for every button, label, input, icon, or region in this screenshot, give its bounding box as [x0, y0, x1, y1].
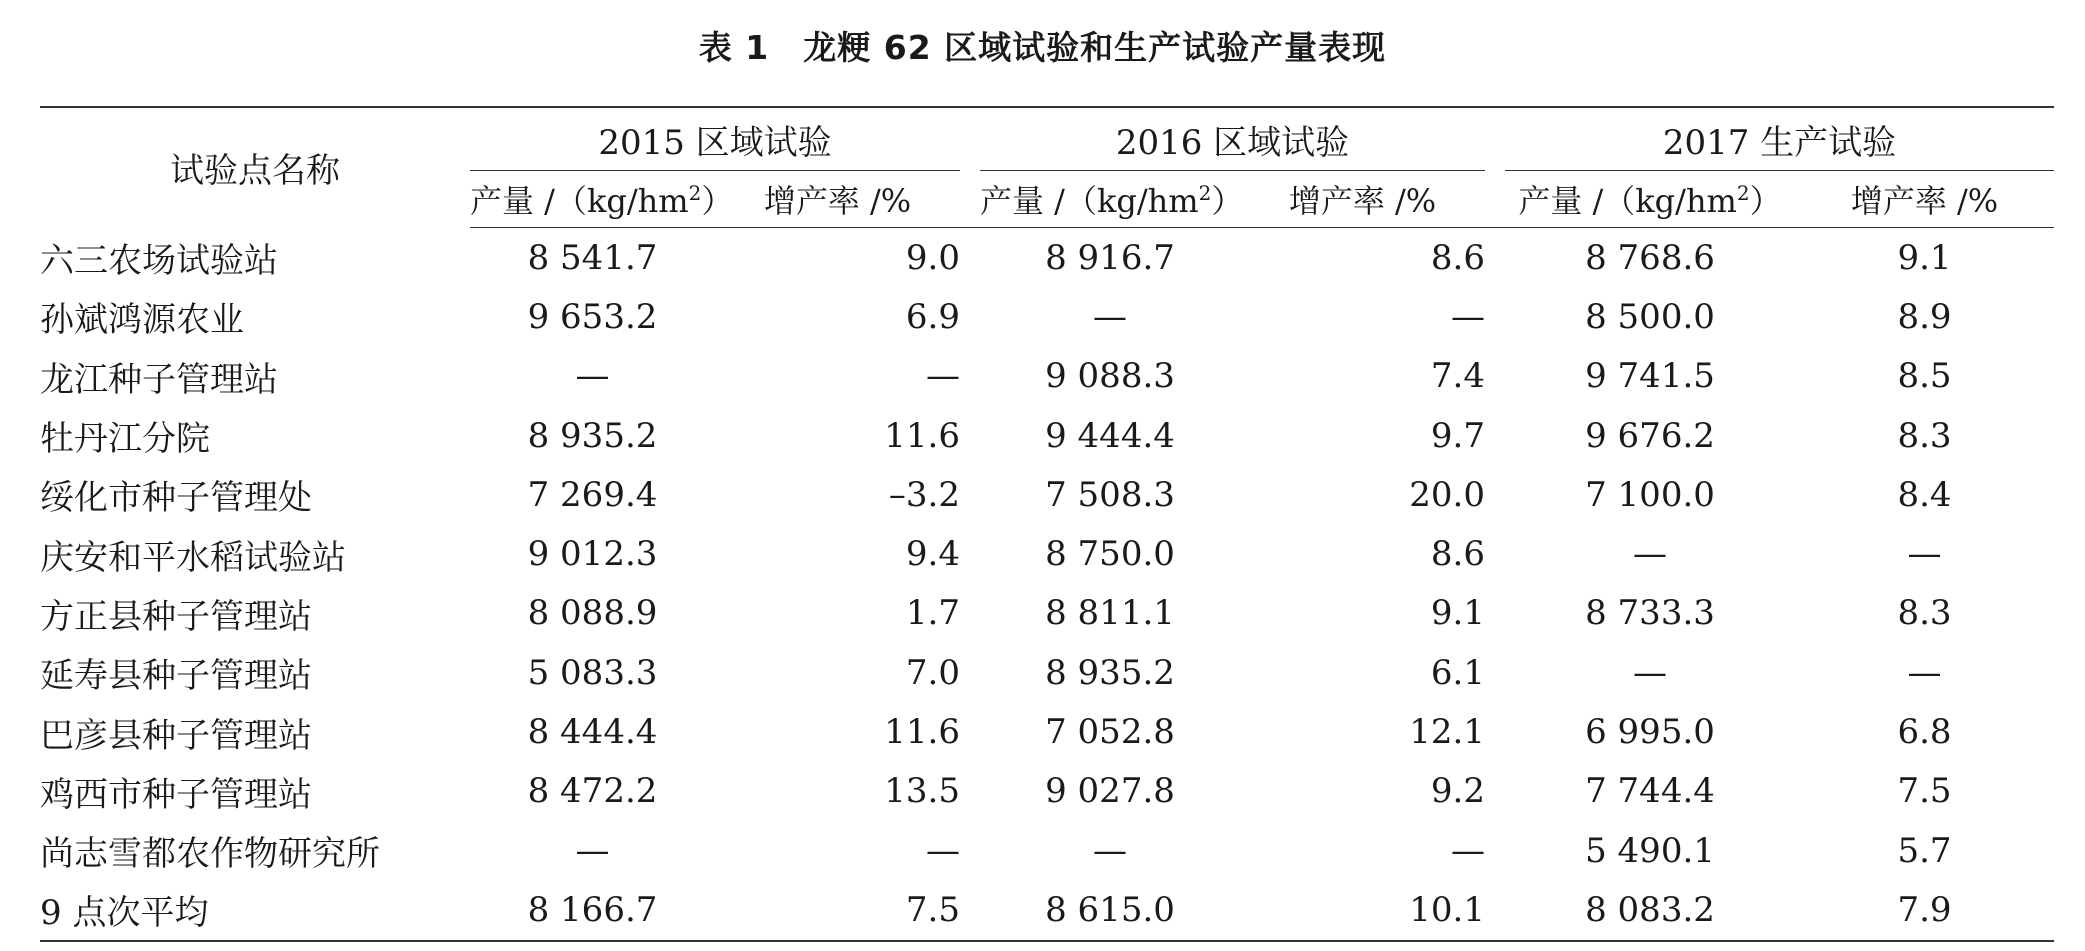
table-body [40, 228, 2054, 941]
table-row [40, 524, 2054, 583]
yield-2016-cell: 8 811.1 [1045, 593, 1175, 634]
site-name-cell: 孙斌鸿源农业 [40, 300, 244, 341]
yield-2017-cell: — [1633, 652, 1667, 693]
rate-header-2017: 增产率 /% [1795, 171, 2054, 228]
rate-2016-cell: 7.4 [1430, 356, 1485, 397]
table-row [40, 702, 2054, 761]
yield-2015-cell: 8 472.2 [527, 771, 658, 812]
rate-2016-cell: 6.1 [1430, 652, 1485, 693]
yield-2017-cell: 7 744.4 [1585, 771, 1715, 812]
site-name-cell: 庆安和平水稻试验站 [40, 537, 346, 578]
rate-2017-cell: 9.1 [1897, 237, 1952, 278]
rate-2016-cell: 9.1 [1430, 593, 1485, 634]
rate-2016-cell: — [1451, 830, 1485, 871]
yield-2016-cell: 7 508.3 [1045, 474, 1175, 515]
rate-2017-cell: 7.9 [1795, 880, 2054, 940]
rate-2017-cell: 8.3 [1897, 593, 1952, 634]
yield-2015-cell: 8 444.4 [527, 712, 658, 753]
group-gap [960, 347, 980, 406]
rate-2017-cell: 6.8 [1897, 712, 1952, 753]
site-column-header: 试验点名称 [40, 107, 470, 228]
yield-2016-cell: 8 750.0 [1045, 534, 1175, 575]
rate-2017-cell: — [1907, 652, 1942, 693]
table-row [40, 406, 2054, 465]
yield-table [40, 106, 2054, 942]
group-gap [960, 524, 980, 583]
table-row [40, 584, 2054, 643]
yield-2017-cell: 6 995.0 [1585, 712, 1715, 753]
table-row [40, 347, 2054, 406]
site-name-cell: 尚志雪都农作物研究所 [40, 834, 380, 875]
yield-2015-cell: 5 083.3 [527, 652, 658, 693]
group-gap [1485, 584, 1505, 643]
table-row [40, 762, 2054, 821]
site-name-cell: 绥化市种子管理处 [40, 478, 312, 519]
group-gap [960, 702, 980, 761]
yield-2016-cell: 8 615.0 [980, 880, 1240, 940]
group-gap [960, 584, 980, 643]
yield-2017-cell: 5 490.1 [1585, 830, 1715, 871]
yield-2016-cell: — [1093, 830, 1127, 871]
table-row [40, 228, 2054, 288]
rate-header-2015: 增产率 /% [715, 171, 960, 228]
rate-2015-cell: –3.2 [888, 474, 960, 515]
yield-2015-cell: 7 269.4 [527, 474, 658, 515]
rate-2017-cell: 8.3 [1897, 415, 1952, 456]
group-gap [1485, 171, 1505, 228]
rate-2016-cell: 9.2 [1430, 771, 1485, 812]
rate-header-2016: 增产率 /% [1240, 171, 1485, 228]
group-gap [960, 171, 980, 228]
rate-2015-cell: 1.7 [905, 593, 960, 634]
yield-2015-cell: — [575, 830, 610, 871]
group-gap [960, 821, 980, 880]
site-name-cell: 9 点次平均 [40, 880, 470, 940]
group-gap [1485, 702, 1505, 761]
group-header-2015: 2015 区域试验 [470, 107, 960, 171]
rate-2017-cell: 8.5 [1897, 356, 1952, 397]
rate-2017-cell: 7.5 [1897, 771, 1952, 812]
rate-2016-cell: 9.7 [1430, 415, 1485, 456]
rate-2015-cell: — [926, 356, 960, 397]
site-name-cell: 六三农场试验站 [40, 240, 278, 281]
rate-2016-cell: 8.6 [1430, 534, 1485, 575]
rate-2016-cell: 8.6 [1430, 237, 1485, 278]
rate-2016-cell: 20.0 [1409, 474, 1485, 515]
yield-2015-cell: 8 166.7 [470, 880, 715, 940]
site-name-cell: 巴彦县种子管理站 [40, 715, 312, 756]
group-gap [1485, 107, 1505, 171]
yield-2017-cell: 9 676.2 [1585, 415, 1715, 456]
group-gap [960, 287, 980, 346]
group-gap [1485, 643, 1505, 702]
group-gap [1485, 762, 1505, 821]
site-name-cell: 延寿县种子管理站 [40, 656, 312, 697]
yield-2016-cell: — [1093, 296, 1127, 337]
table-caption: 表 1 龙粳 62 区域试验和生产试验产量表现 [698, 28, 1387, 67]
group-gap [960, 107, 980, 171]
rate-2015-cell: 7.5 [715, 880, 960, 940]
yield-header-2015: 产量 $/(kg/hm^2)$ [470, 171, 715, 228]
yield-header-2017: 产量 $/(kg/hm^2)$ [1505, 171, 1795, 228]
group-gap [1485, 287, 1505, 346]
group-gap [960, 465, 980, 524]
yield-2016-cell: 8 916.7 [1045, 237, 1175, 278]
yield-2015-cell: 8 935.2 [527, 415, 658, 456]
yield-2015-cell: 8 541.7 [527, 237, 658, 278]
table-row [40, 287, 2054, 346]
group-gap [960, 228, 980, 288]
yield-2016-cell: 8 935.2 [1045, 652, 1175, 693]
rate-2015-cell: 9.0 [905, 237, 960, 278]
rate-2015-cell: 9.4 [905, 534, 960, 575]
yield-2017-cell: 8 768.6 [1585, 237, 1715, 278]
yield-2015-cell: 9 012.3 [527, 534, 658, 575]
rate-2017-cell: 8.9 [1897, 296, 1952, 337]
rate-2017-cell: 8.4 [1897, 474, 1952, 515]
group-gap [1485, 347, 1505, 406]
rate-2016-cell: 10.1 [1240, 880, 1485, 940]
rate-2015-cell: 6.9 [905, 296, 960, 337]
yield-2017-cell: 9 741.5 [1585, 356, 1715, 397]
group-gap [1485, 821, 1505, 880]
yield-2017-cell: 7 100.0 [1585, 474, 1715, 515]
rate-2017-cell: 5.7 [1897, 830, 1952, 871]
group-gap [1485, 880, 1505, 940]
table-row [40, 643, 2054, 702]
yield-2017-cell: 8 083.2 [1505, 880, 1795, 940]
rate-2015-cell: 13.5 [884, 771, 960, 812]
yield-2016-cell: 9 088.3 [1045, 356, 1175, 397]
yield-2015-cell: 8 088.9 [527, 593, 658, 634]
group-gap [1485, 524, 1505, 583]
header-row-groups [40, 107, 2054, 171]
group-header-2017: 2017 生产试验 [1505, 107, 2054, 171]
table-row [40, 465, 2054, 524]
group-gap [1485, 406, 1505, 465]
yield-2016-cell: 9 027.8 [1045, 771, 1175, 812]
yield-2016-cell: 9 444.4 [1045, 415, 1175, 456]
rate-2017-cell: — [1907, 534, 1942, 575]
rate-2015-cell: 11.6 [884, 415, 960, 456]
group-gap [1485, 465, 1505, 524]
yield-2015-cell: 9 653.2 [527, 296, 658, 337]
rate-2015-cell: 11.6 [884, 712, 960, 753]
rate-2015-cell: 7.0 [905, 652, 960, 693]
site-name-cell: 鸡西市种子管理站 [40, 774, 312, 815]
group-gap [960, 406, 980, 465]
yield-2017-cell: — [1633, 534, 1667, 575]
group-gap [1485, 228, 1505, 288]
site-name-cell: 龙江种子管理站 [40, 359, 278, 400]
yield-header-2016: 产量 $/(kg/hm^2)$ [980, 171, 1240, 228]
group-gap [960, 880, 980, 940]
group-header-2016: 2016 区域试验 [980, 107, 1485, 171]
yield-2017-cell: 8 500.0 [1585, 296, 1715, 337]
rate-2016-cell: — [1451, 296, 1485, 337]
rate-2015-cell: — [926, 830, 960, 871]
table-row [40, 880, 2054, 940]
yield-2015-cell: — [575, 356, 610, 397]
rate-2016-cell: 12.1 [1409, 712, 1485, 753]
yield-2016-cell: 7 052.8 [1045, 712, 1175, 753]
site-name-cell: 牡丹江分院 [40, 419, 210, 460]
site-name-cell: 方正县种子管理站 [40, 596, 312, 637]
group-gap [960, 762, 980, 821]
yield-2017-cell: 8 733.3 [1585, 593, 1715, 634]
table-row [40, 821, 2054, 880]
group-gap [960, 643, 980, 702]
